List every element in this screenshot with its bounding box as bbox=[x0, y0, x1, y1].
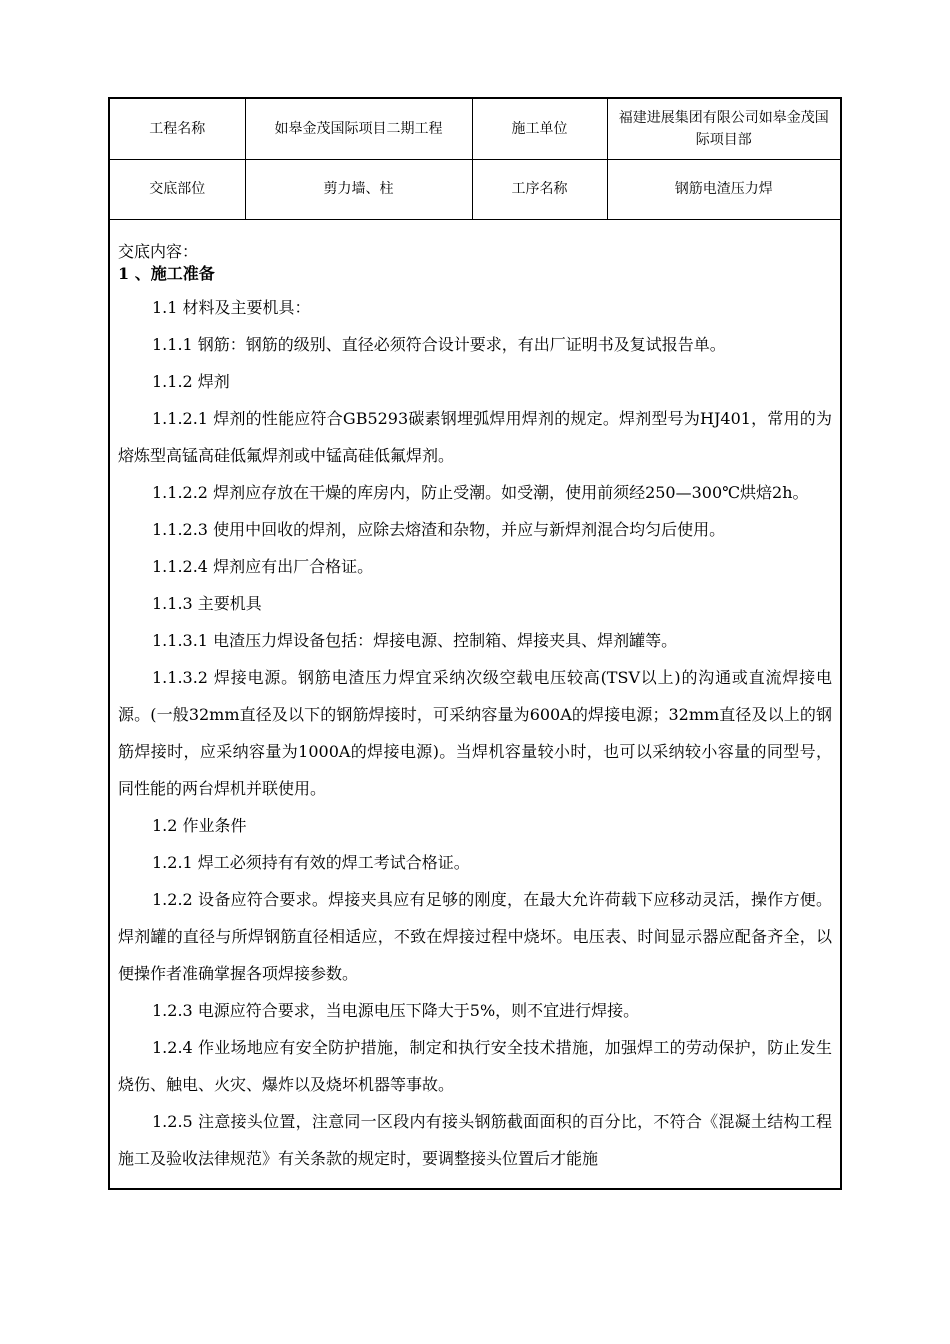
content-lead: 交底内容： bbox=[118, 241, 199, 261]
paragraph: 1.2.2 设备应符合要求。焊接夹具应有足够的刚度，在最大允许荷载下应移动灵活，操作方便。焊剂罐的直径与所焊钢筋直径相适应，不致在焊接过程中烧坏。电压表、时间显示器应配备齐全，以便操作者准确掌握各项焊接参数。 bbox=[118, 889, 832, 983]
paragraph: 1.2.3 电源应符合要求，当电源电压下降大于5%，则不宜进行焊接。 bbox=[152, 1000, 640, 1020]
process-name-label: 工序名称 bbox=[472, 159, 607, 219]
disclosure-form bbox=[108, 97, 842, 1190]
paragraph: 1.1.3.2 焊接电源。钢筋电渣压力焊宜采纳次级空载电压较高(TSV以上)的沟通或直流焊接电源。(一般32mm直径及以下的钢筋焊接时，可采纳容量为600A的焊接电源；32mm直径及以上的钢筋焊接时，应采纳容量为1000A的焊接电源)。当焊机容量较小时，也可以采纳较小容量的同型号，同性能的两台焊机并联使用。 bbox=[118, 667, 832, 798]
paragraph: 1.2 作业条件 bbox=[152, 815, 247, 835]
paragraph: 1.2.1 焊工必须持有有效的焊工考试合格证。 bbox=[152, 852, 470, 872]
paragraph: 1.1.2.2 焊剂应存放在干燥的库房内，防止受潮。如受潮，使用前须经250—300℃烘焙2h。 bbox=[152, 482, 809, 502]
construction-unit-label: 施工单位 bbox=[472, 99, 607, 159]
location-label: 交底部位 bbox=[110, 159, 245, 219]
paragraph: 1.1.2.3 使用中回收的焊剂，应除去熔渣和杂物，并应与新焊剂混合均匀后使用。 bbox=[152, 519, 726, 539]
paragraph: 1.1.1 钢筋：钢筋的级别、直径必须符合设计要求，有出厂证明书及复试报告单。 bbox=[152, 334, 726, 354]
process-name-value: 钢筋电渣压力焊 bbox=[607, 159, 840, 219]
paragraph: 1.1.3 主要机具 bbox=[152, 593, 262, 613]
construction-unit-value: 福建进展集团有限公司如皋金茂国际项目部 bbox=[607, 99, 840, 159]
header-table bbox=[110, 99, 840, 220]
paragraph: 1.1.2.1 焊剂的性能应符合GB5293碳素钢埋弧焊用焊剂的规定。焊剂型号为HJ401，常用的为熔炼型高锰高硅低氟焊剂或中锰高硅低氟焊剂。 bbox=[118, 408, 832, 465]
project-name-label: 工程名称 bbox=[110, 99, 245, 159]
disclosure-content bbox=[110, 220, 840, 1177]
paragraph: 1.1.2.4 焊剂应有出厂合格证。 bbox=[152, 556, 374, 576]
section-title: 1 、施工准备 bbox=[118, 263, 215, 283]
paragraph: 1.2.4 作业场地应有安全防护措施，制定和执行安全技术措施，加强焊工的劳动保护，防止发生烧伤、触电、火灾、爆炸以及烧坏机器等事故。 bbox=[118, 1037, 832, 1094]
paragraph: 1.2.5 注意接头位置，注意同一区段内有接头钢筋截面面积的百分比，不符合《混凝土结构工程施工及验收法律规范》有关条款的规定时，要调整接头位置后才能施 bbox=[118, 1111, 832, 1168]
paragraph: 1.1.3.1 电渣压力焊设备包括：焊接电源、控制箱、焊接夹具、焊剂罐等。 bbox=[152, 630, 678, 650]
paragraph: 1.1 材料及主要机具： bbox=[152, 297, 311, 317]
location-value: 剪力墙、柱 bbox=[245, 159, 472, 219]
project-name-value: 如皋金茂国际项目二期工程 bbox=[245, 99, 472, 159]
paragraph: 1.1.2 焊剂 bbox=[152, 371, 230, 391]
header-row-2 bbox=[110, 159, 840, 219]
header-row-1 bbox=[110, 99, 840, 159]
